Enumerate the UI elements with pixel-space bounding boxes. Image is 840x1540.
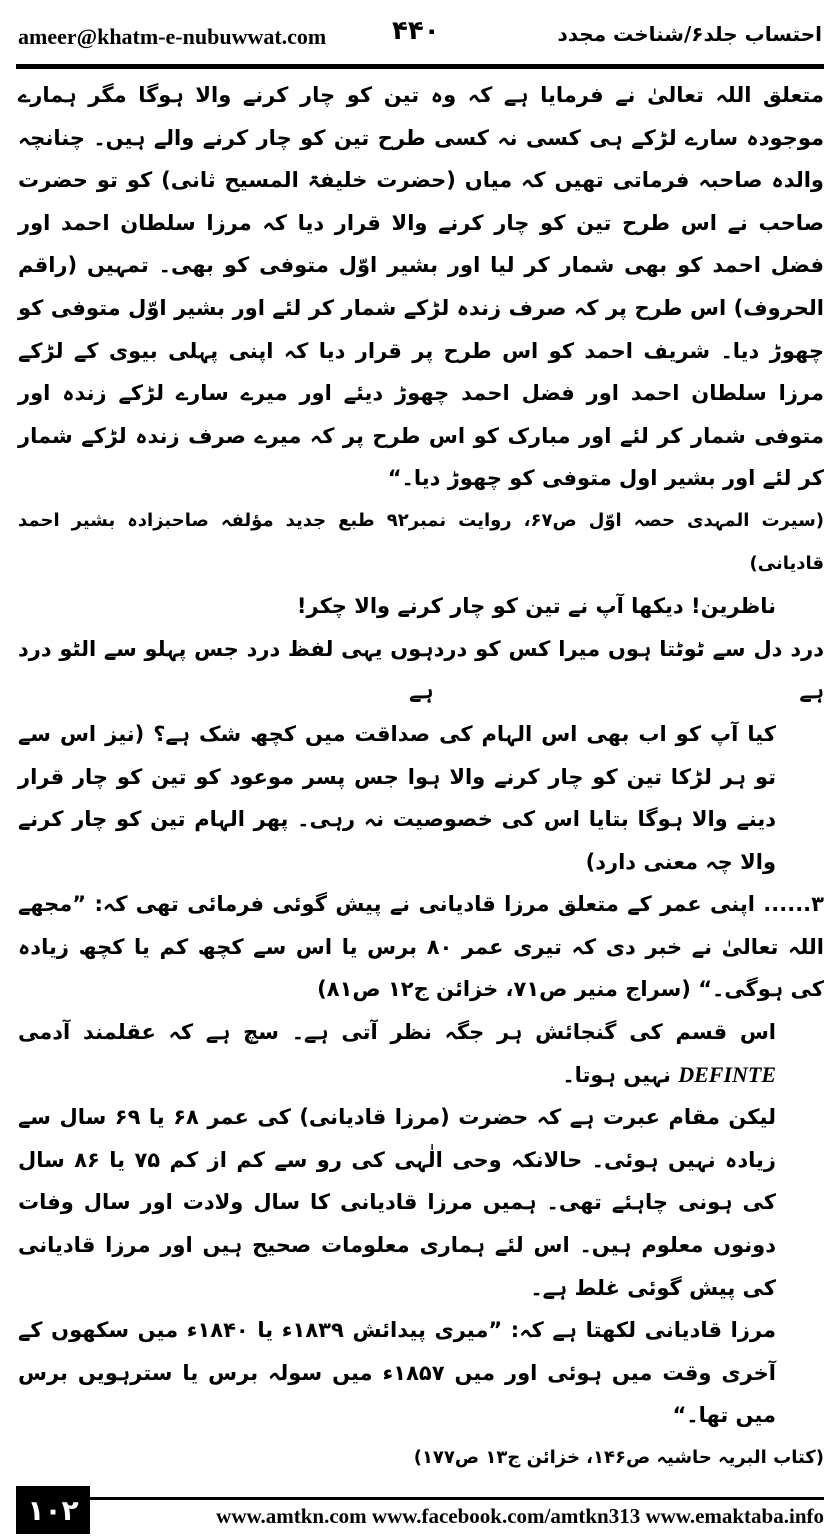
paragraph-5-text: اس قسم کی گنجائش ہر جگہ نظر آتی ہے۔ سچ ہے کہ عقلمند آدمی — [18, 1020, 776, 1045]
footer-page-number: ۱۰۲ — [16, 1486, 90, 1534]
header-rule — [16, 64, 824, 69]
paragraph-7: مرزا قادیانی لکھتا ہے کہ: ”میری پیدائش ۱۸۳۹ء یا ۱۸۴۰ء میں سکھوں کے آخری وقت میں ہوئی اور میں ۱۸۵۷ء میں سولہ برس یا سترہویں برس میں تھا۔“ — [18, 1318, 776, 1428]
footer-links: www.amtkn.com www.facebook.com/amtkn313 www.emaktaba.info — [216, 1504, 824, 1528]
paragraph-5 — [18, 1011, 824, 1096]
paragraph-1: متعلق اللہ تعالیٰ نے فرمایا ہے کہ وہ تین کو چار کرنے والا ہوگا مگر ہمارے موجودہ سارے لڑکے ہی کسی نہ کسی طرح تین کو چار کرنے والے ہیں۔ چنانچہ والدہ صاحبہ فرماتی تھیں کہ میاں (حضرت خلیفۃ المسیح ثانی) کو تو حضرت صاحب نے اس طرح تین کو چار کرنے والا قرار دیا کہ مرزا سلطان احمد اور فضل احمد کو بھی شمار کر لیا اور بشیر اوّل متوفی کو بھی۔ تمہیں (راقم الحروف) اس طرح پر کہ صرف زندہ لڑکے شمار کر لئے اور بشیر اوّل متوفی کو چھوڑ دیا۔ شریف احمد کو اس طرح پر قرار دیا کہ اپنی پہلی بیوی کے لڑکے مرزا سلطان احمد اور فضل احمد چھوڑ دیئے اور میرے سارے لڑکے زندہ اور متوفی شمار کر لئے اور مبارک کو اس طرح پر کہ میرے صرف زندہ لڑکے شمار کر لئے اور بشیر اول متوفی کو چھوڑ دیا۔“ — [18, 83, 824, 491]
paragraph-3: کیا آپ کو اب بھی اس الہام کی صداقت میں کچھ شک ہے؟ (نیز اس سے تو ہر لڑکا تین کو چار کرنے والا ہوا جس پسر موعود کو تین کو چار قرار دینے والا ہوگا بتایا اس کی خصوصیت نہ رہی۔ پھر الہام تین کو چار کرنے والا چہ معنی دارد) — [18, 721, 776, 874]
paragraph-2: ناظرین! دیکھا آپ نے تین کو چار کرنے والا چکر! — [296, 594, 776, 619]
paragraph-5-end: نہیں ہوتا۔ — [562, 1062, 671, 1087]
paragraph-6: لیکن مقام عبرت ہے کہ حضرت (مرزا قادیانی) کی عمر ۶۸ یا ۶۹ سال سے زیادہ نہیں ہوئی۔ حالانکہ وحی الٰہی کی رو سے کم از کم ۷۵ یا ۸۶ سال کی ہونی چاہئے تھی۔ ہمیں مرزا قادیانی کا سال ولادت اور سال وفات دونوں معلوم ہیں۔ اس لئے ہماری معلومات صحیح ہیں اور مرزا قادیانی کی پیش گوئی غلط ہے۔ — [18, 1105, 776, 1300]
couplet — [18, 628, 824, 713]
latin-word: DEFINTE — [678, 1061, 776, 1087]
header-email: ameer@khatm-e-nubuwwat.com — [18, 24, 327, 49]
page-header — [16, 18, 824, 58]
couplet-first-line: درد دل سے ٹوٹتا ہوں میرا کس کو درد ہے — [433, 636, 824, 704]
header-page-number: ۴۴۰ — [392, 16, 440, 46]
page-body — [18, 74, 824, 1480]
couplet-second-line: ہوں یہی لفظ درد جس پہلو سے الٹو درد ہے — [18, 636, 434, 704]
citation-1: (سیرت المہدی حصہ اوّل ص۶۷، روایت نمبر۹۲ طبع جدید مؤلفہ صاحبزادہ بشیر احمد قادیانی) — [18, 509, 825, 574]
running-title: احتساب جلد۶/شناخت مجدد — [557, 22, 822, 46]
citation-2: (کتاب البریہ حاشیہ ص۱۴۶، خزائن ج۱۳ ص۱۷۷) — [413, 1447, 824, 1468]
footer-rule — [16, 1497, 824, 1500]
paragraph-4: ۳...... اپنی عمر کے متعلق مرزا قادیانی نے پیش گوئی فرمائی تھی کہ: ”مجھے اللہ تعالیٰ نے خبر دی کہ تیری عمر ۸۰ برس یا اس سے کچھ کم یا کچھ زیادہ کی ہوگی۔“ (سراج منیر ص۷۱، خزائن ج۱۲ ص۸۱) — [18, 892, 824, 1002]
